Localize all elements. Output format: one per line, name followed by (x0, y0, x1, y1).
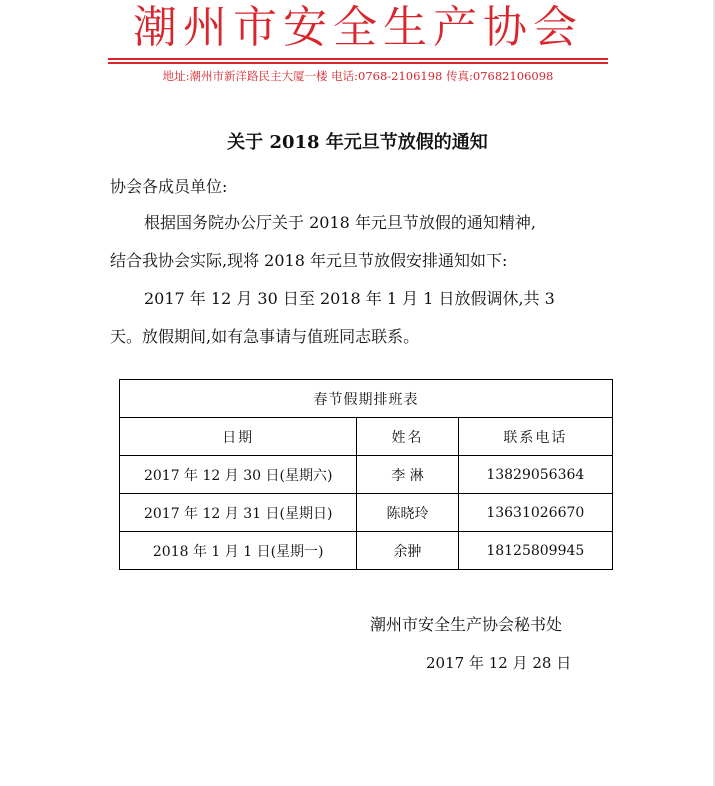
roster-caption-row (120, 380, 613, 418)
cell-name: 余翀 (357, 532, 458, 570)
letterhead-org-name: 潮州市安全生产协会 (133, 2, 583, 53)
letterhead-contact: 地址:潮州市新洋路民主大厦一楼 电话:0768-2106198 传真:07682106098 (162, 69, 554, 83)
cell-name: 陈晓玲 (357, 494, 458, 532)
cell-phone: 18125809945 (458, 532, 612, 570)
notice-paragraph-1-line-2: 结合我协会实际,现将 2018 年元旦节放假安排通知如下: (110, 251, 508, 270)
letterhead-rule-bottom (108, 62, 608, 64)
cell-phone: 13829056364 (458, 456, 612, 494)
notice-salutation: 协会各成员单位: (110, 177, 228, 196)
roster-table (119, 379, 613, 570)
notice-title: 关于 2018 年元旦节放假的通知 (227, 132, 488, 153)
notice-paragraph-2-line-1: 2017 年 12 月 30 日至 2018 年 1 月 1 日放假调休,共 3 (144, 289, 555, 308)
cell-date: 2017 年 12 月 30 日(星期六) (120, 456, 357, 494)
table-row (120, 532, 613, 570)
table-row (120, 456, 613, 494)
table-row (120, 494, 613, 532)
notice-paragraph-2-line-2: 天。放假期间,如有急事请与值班同志联系。 (110, 327, 420, 346)
notice-paragraph-1-line-1: 根据国务院办公厅关于 2018 年元旦节放假的通知精神, (144, 213, 536, 232)
header-name: 姓名 (357, 418, 458, 456)
letterhead-rule-top (108, 58, 608, 60)
header-date: 日期 (120, 418, 357, 456)
roster-caption: 春节假期排班表 (120, 380, 613, 418)
cell-date: 2018 年 1 月 1 日(星期一) (120, 532, 357, 570)
cell-name: 李 淋 (357, 456, 458, 494)
roster-header-row (120, 418, 613, 456)
header-phone: 联系电话 (458, 418, 612, 456)
cell-date: 2017 年 12 月 31 日(星期日) (120, 494, 357, 532)
signature-org: 潮州市安全生产协会秘书处 (370, 615, 563, 634)
cell-phone: 13631026670 (458, 494, 612, 532)
signature-date: 2017 年 12 月 28 日 (426, 654, 572, 672)
